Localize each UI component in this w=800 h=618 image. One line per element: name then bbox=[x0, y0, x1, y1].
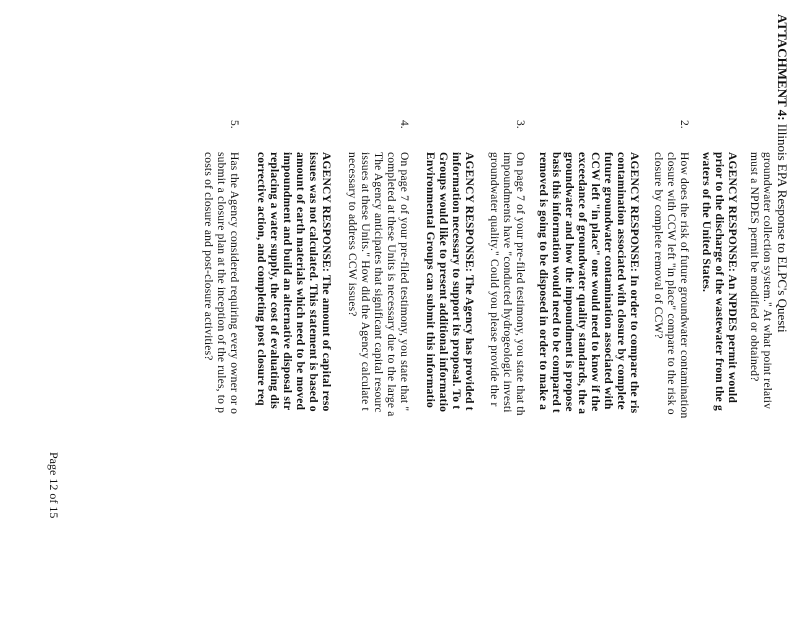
question-number: 5. bbox=[228, 120, 240, 129]
response-line: issues was not calculated. This statement is based o bbox=[307, 152, 319, 412]
response-line: AGENCY RESPONSE: An NPDES permit would bbox=[726, 152, 738, 403]
question-line: Has the Agency considered requiring every owner or o bbox=[228, 152, 240, 415]
response-line: Environmental Groups can submit this informatio bbox=[424, 152, 436, 408]
question-line: must a NPDES permit be modified or obtained? bbox=[748, 152, 760, 382]
question-number: 3. bbox=[514, 120, 526, 129]
response-line: groundwater and how the impoundment is propose bbox=[563, 152, 575, 412]
question-line: impoundments have "conducted hydrogeologic investi bbox=[501, 152, 513, 413]
question-line: groundwater collection system." At what point relativ bbox=[761, 152, 773, 410]
response-line: future groundwater contamination associated with bbox=[602, 152, 614, 410]
response-line: contamination associated with closure by complete bbox=[615, 152, 627, 410]
response-line: prior to the discharge of the wastewater from the g bbox=[713, 152, 725, 411]
question-line: completed at these Units is necessary due to the large a bbox=[385, 152, 397, 417]
question-number: 2. bbox=[678, 120, 690, 129]
response-line: waters of the United States. bbox=[700, 152, 712, 293]
response-line: amount of earth materials which need to be moved bbox=[294, 152, 306, 411]
question-line: submit a closure plan at the inception of the rules, to p bbox=[215, 152, 227, 414]
response-line: Groups would like to present additional informatio bbox=[437, 152, 449, 413]
question-line: costs of closure and post-closure activities? bbox=[202, 152, 214, 361]
question-number: 4. bbox=[398, 120, 410, 129]
title-label: ATTACHMENT 4: bbox=[775, 14, 790, 121]
response-line: AGENCY RESPONSE: The Agency has provided t bbox=[463, 152, 475, 411]
question-line: The Agency anticipates that significant capital resourc bbox=[372, 152, 384, 413]
question-line: On page 7 of your pre-filed testimony, you state that " bbox=[398, 152, 410, 412]
page-number: Page 12 of 15 bbox=[47, 452, 61, 519]
question-line: groundwater quality." Could you please provide the r bbox=[488, 152, 500, 407]
response-line: AGENCY RESPONSE: The amount of capital reso bbox=[320, 152, 332, 412]
question-line: necessary to address CCW issues? bbox=[346, 152, 358, 317]
response-line: replacing a water supply, the cost of evaluating dis bbox=[268, 152, 280, 409]
response-line: exceedance of groundwater quality standards, the a bbox=[576, 152, 588, 415]
question-line: How does the risk of future groundwater contamination bbox=[678, 152, 690, 419]
response-line: removed is going to be disposed in order to make a bbox=[537, 152, 549, 411]
response-line: information necessary to support its proposal. To t bbox=[450, 152, 462, 410]
question-line: closure by complete removal of CCW? bbox=[652, 152, 664, 339]
question-line: closure with CCW left "in place" compare to the risk o bbox=[665, 152, 677, 415]
question-line: issues at these Units." How did the Agency calculate t bbox=[359, 152, 371, 411]
response-line: AGENCY RESPONSE: In order to compare the ris bbox=[628, 152, 640, 414]
question-line: On page 7 of your pre-filed testimony, you state that th bbox=[514, 152, 526, 416]
response-line: basis this information would need to be compared t bbox=[550, 152, 562, 413]
title-text: Illinois EPA Response to ELPC's Questi bbox=[775, 120, 790, 333]
response-line: corrective action, and completing post closure req bbox=[255, 152, 267, 406]
response-line: impoundment and build an alternative disposal str bbox=[281, 152, 293, 411]
page-title bbox=[775, 14, 790, 333]
response-line: CCW left "in place" one would need to know if the bbox=[589, 152, 601, 412]
